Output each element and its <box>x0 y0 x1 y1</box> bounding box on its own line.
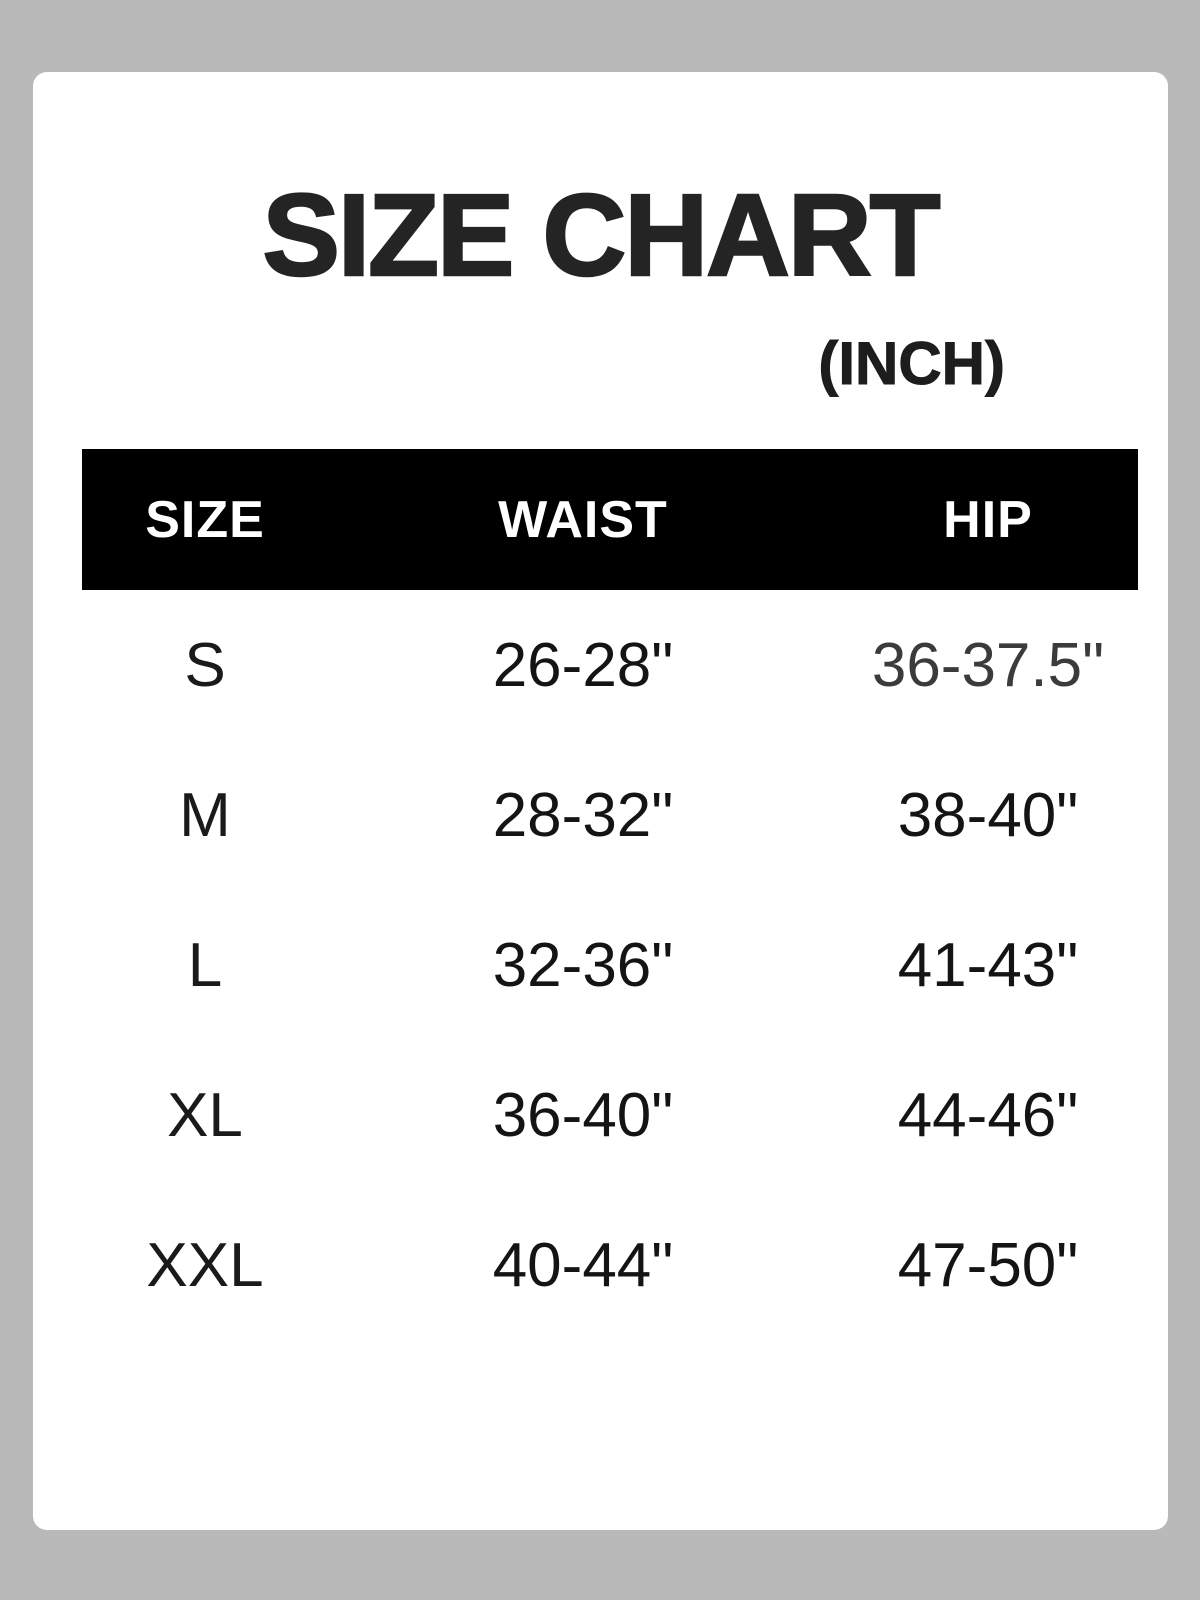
hip-cell: 44-46" <box>897 1080 1079 1150</box>
table-row <box>82 590 1138 740</box>
page-title: SIZE CHART <box>262 170 939 300</box>
hip-cell: 38-40" <box>897 780 1079 850</box>
table-row <box>82 1190 1138 1340</box>
hip-cell: 36-37.5" <box>871 630 1105 700</box>
size-cell: XXL <box>146 1230 264 1300</box>
size-cell: L <box>187 930 223 1000</box>
waist-cell: 40-44" <box>492 1230 674 1300</box>
waist-cell: 36-40" <box>492 1080 674 1150</box>
size-chart-card <box>33 72 1168 1530</box>
size-cell: S <box>184 630 226 700</box>
column-header-hip: HIP <box>943 490 1033 549</box>
table-row <box>82 740 1138 890</box>
column-header-size: SIZE <box>145 490 265 549</box>
size-cell: M <box>179 780 231 850</box>
hip-cell: 47-50" <box>897 1230 1079 1300</box>
size-cell: XL <box>167 1080 243 1150</box>
waist-cell: 26-28" <box>492 630 674 700</box>
table-header-row <box>82 449 1138 590</box>
waist-cell: 32-36" <box>492 930 674 1000</box>
table-row <box>82 1040 1138 1190</box>
table-row <box>82 890 1138 1040</box>
table-body <box>82 590 1138 1340</box>
unit-label: (INCH) <box>818 330 1005 397</box>
waist-cell: 28-32" <box>492 780 674 850</box>
hip-cell: 41-43" <box>897 930 1079 1000</box>
column-header-waist: WAIST <box>498 490 668 549</box>
